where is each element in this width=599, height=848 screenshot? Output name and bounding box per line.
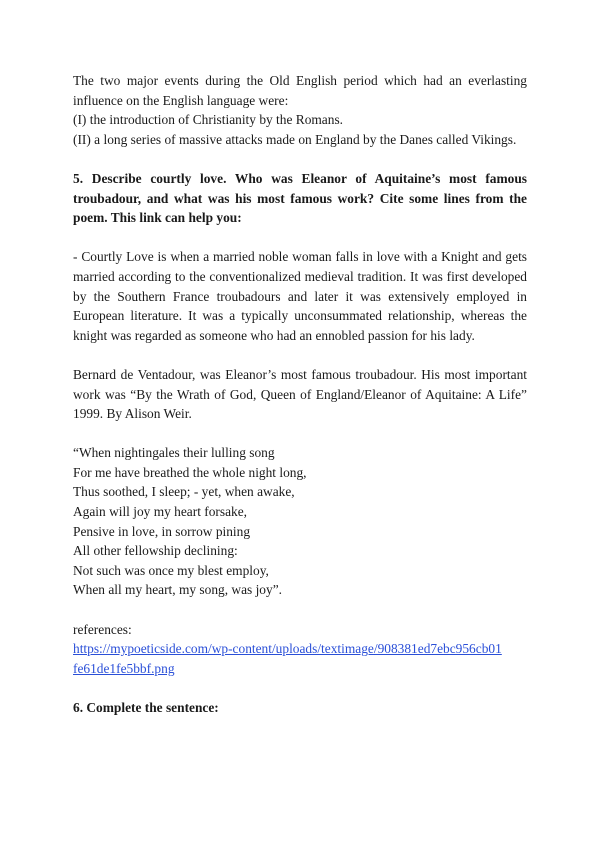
reference-link-part-1: https://mypoeticside.com/wp-content/uploads/textimage/908381ed7ebc956cb01	[73, 641, 502, 657]
poem-line: Not such was once my blest employ,	[73, 562, 269, 578]
poem-line: All other fellowship declining:	[73, 543, 238, 559]
question-5-heading: 5. Describe courtly love. Who was Eleanor of Aquitaine’s most famous troubadour, and what was his most famous work? Cite some lines from the poem. This link can help you:	[73, 170, 527, 226]
poem-line: When all my heart, my song, was joy”.	[73, 582, 282, 598]
poem-line: For me have breathed the whole night long,	[73, 464, 307, 480]
poem-line: “When nightingales their lulling song	[73, 445, 275, 461]
poem-line: Thus soothed, I sleep; - yet, when awake,	[73, 484, 295, 500]
document-body	[73, 71, 527, 718]
references-section	[73, 620, 527, 679]
question-6-heading: 6. Complete the sentence:	[73, 700, 219, 715]
intro-item-1: (I) the introduction of Christianity by the Romans.	[73, 112, 344, 128]
question-5-answer-troubadour: Bernard de Ventadour, was Eleanor’s most famous troubadour. His most important work was “By the Wrath of God, Queen of England/Eleanor of Aquitaine: A Life” 1999. By Alison Weir.	[73, 366, 527, 422]
intro-paragraph: The two major events during the Old English period which had an everlasting influence on the English language were:	[73, 73, 527, 108]
poem-excerpt	[73, 443, 527, 600]
references-label: references:	[73, 621, 132, 637]
question-5-answer-courtly-love: - Courtly Love is when a married noble woman falls in love with a Knight and gets married according to the conventionalized medieval tradition. It was first developed by the Southern France troubadours and later it was extensively employed in European literature. It was a typically unconsummated relationship, whereas the knight was regarded as someone who had an ennobled passion for his lady.	[73, 249, 527, 343]
poem-line: Again will joy my heart forsake,	[73, 504, 248, 520]
reference-link-part-2: fe61de1fe5bbf.png	[73, 660, 175, 676]
poem-line: Pensive in love, in sorrow pining	[73, 523, 251, 539]
intro-item-2: (II) a long series of massive attacks made on England by the Danes called Vikings.	[73, 131, 517, 147]
reference-link[interactable]	[73, 639, 527, 678]
